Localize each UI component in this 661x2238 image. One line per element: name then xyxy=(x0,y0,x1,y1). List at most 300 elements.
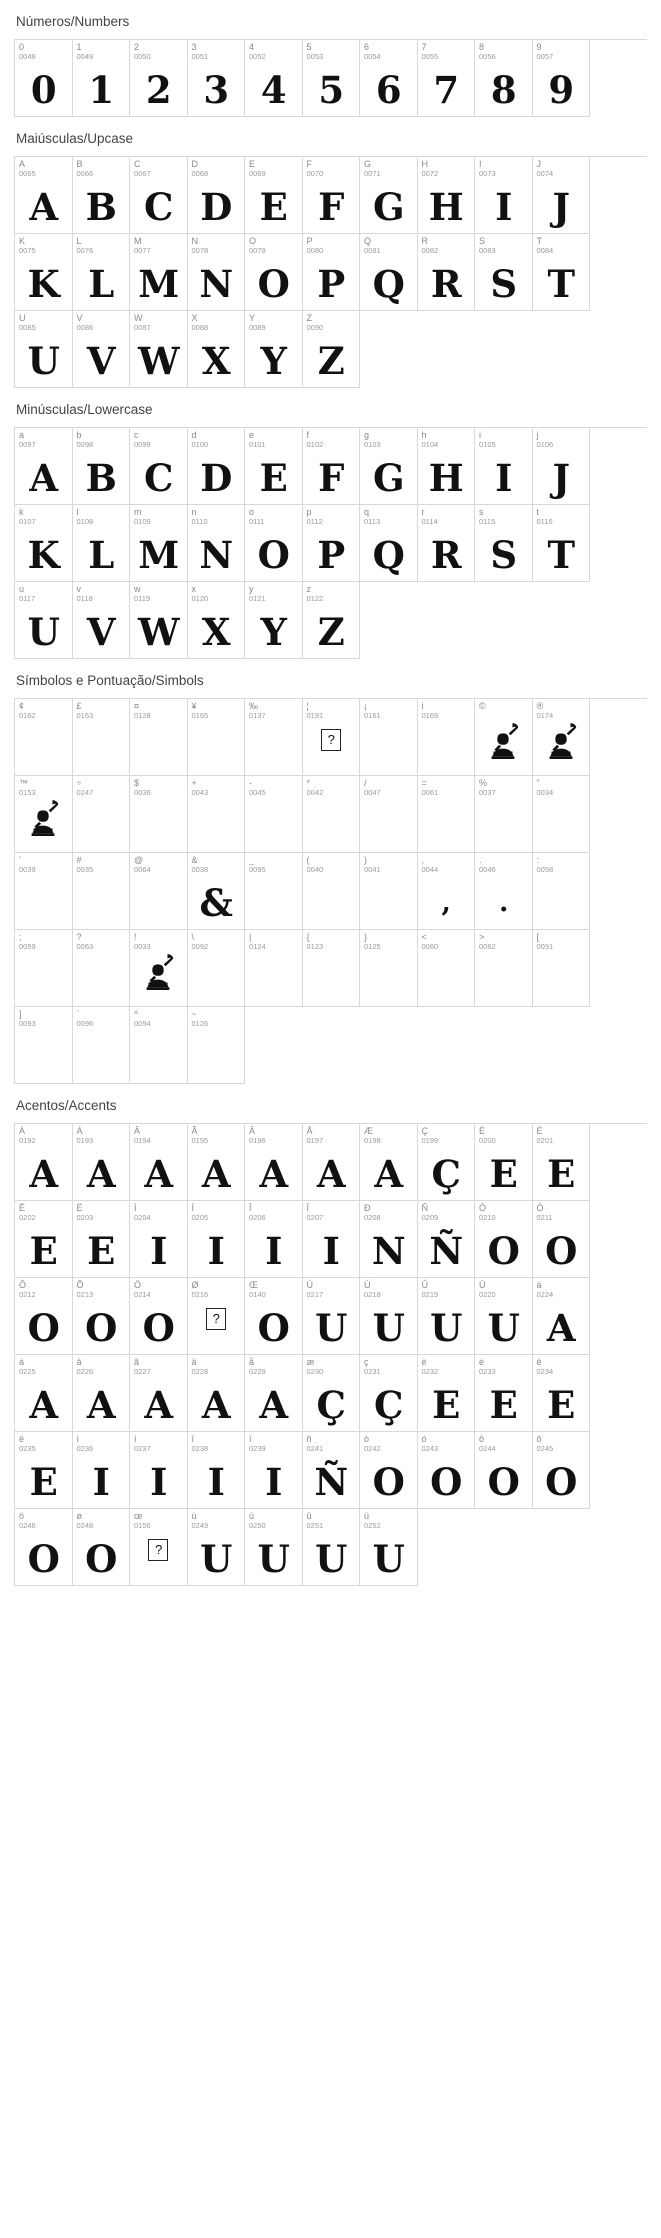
glyph-code-label: 0093 xyxy=(19,1019,36,1028)
glyph-code-label: 0102 xyxy=(306,440,324,449)
glyph-cell[interactable] xyxy=(245,1278,303,1355)
section-title: Minúsculas/Lowercase xyxy=(16,402,153,417)
glyph-char-label: , xyxy=(421,855,425,865)
glyph-cell[interactable] xyxy=(303,1432,361,1509)
glyph-render: A xyxy=(29,456,58,500)
glyph-cell[interactable] xyxy=(73,1007,131,1084)
glyph-cell[interactable] xyxy=(418,930,476,1007)
glyph-cell[interactable] xyxy=(303,1355,361,1432)
glyph-char-label: û xyxy=(306,1511,312,1521)
glyph-cell[interactable] xyxy=(188,1509,246,1586)
glyph-cell[interactable] xyxy=(73,1124,131,1201)
glyph-render: F xyxy=(318,185,344,229)
glyph-cell[interactable] xyxy=(188,1278,246,1355)
glyph-cell[interactable] xyxy=(15,1007,73,1084)
glyph-cell[interactable] xyxy=(15,1355,73,1432)
glyph-cell[interactable] xyxy=(73,40,131,117)
glyph-render: Y xyxy=(260,610,286,654)
glyph-render: A xyxy=(86,1383,115,1427)
glyph-cell[interactable] xyxy=(73,776,131,853)
glyph-code-label: 0162 xyxy=(19,711,36,720)
glyph-cell[interactable] xyxy=(303,157,361,234)
glyph-cell[interactable] xyxy=(188,699,246,776)
glyph-cell[interactable] xyxy=(130,1124,188,1201)
glyph-cell[interactable] xyxy=(130,505,188,582)
glyph-cell[interactable] xyxy=(73,582,131,659)
glyph-cell[interactable] xyxy=(303,234,361,311)
glyph-cell[interactable] xyxy=(130,1007,188,1084)
glyph-cell[interactable] xyxy=(245,853,303,930)
glyph-cell[interactable] xyxy=(130,311,188,388)
glyph-cell[interactable] xyxy=(130,1201,188,1278)
missing-glyph-box: ? xyxy=(148,1539,168,1561)
glyph-cell[interactable] xyxy=(533,853,591,930)
glyph-cell[interactable] xyxy=(73,699,131,776)
glyph-render: O xyxy=(85,1306,117,1350)
glyph-cell[interactable] xyxy=(418,853,476,930)
glyph-cell[interactable] xyxy=(15,234,73,311)
glyph-cell[interactable] xyxy=(533,1201,591,1278)
glyph-cell[interactable] xyxy=(475,776,533,853)
glyph-char-label: 6 xyxy=(364,42,370,52)
glyph-cell[interactable] xyxy=(245,1201,303,1278)
glyph-cell[interactable] xyxy=(188,157,246,234)
glyph-render: H xyxy=(428,456,463,500)
glyph-render: 7 xyxy=(433,68,459,112)
glyph-char-label: è xyxy=(421,1357,427,1367)
glyph-cell[interactable] xyxy=(130,1432,188,1509)
glyph-cell[interactable] xyxy=(533,157,591,234)
glyph-cell[interactable] xyxy=(188,1007,246,1084)
glyph-render: O xyxy=(545,1460,577,1504)
glyph-cell[interactable] xyxy=(188,776,246,853)
glyph-cell[interactable] xyxy=(418,234,476,311)
glyph-render: E xyxy=(259,456,287,500)
glyph-render: O xyxy=(142,1306,174,1350)
glyph-cell[interactable] xyxy=(188,505,246,582)
glyph-char-label: c xyxy=(134,430,139,440)
glyph-cell[interactable] xyxy=(303,505,361,582)
glyph-cell[interactable] xyxy=(15,428,73,505)
glyph-cell[interactable] xyxy=(15,505,73,582)
glyph-char-label: F xyxy=(306,159,312,169)
glyph-render: S xyxy=(490,262,517,306)
glyph-cell[interactable] xyxy=(303,582,361,659)
glyph-code-label: 0156 xyxy=(134,1521,151,1530)
glyph-code-label: 0200 xyxy=(479,1136,496,1145)
glyph-cell[interactable] xyxy=(418,1355,476,1432)
glyph-code-label: 0087 xyxy=(134,323,151,332)
glyph-cell[interactable] xyxy=(73,311,131,388)
glyph-cell[interactable] xyxy=(73,1509,131,1586)
glyph-code-label: 0088 xyxy=(191,323,209,332)
glyph-char-label: b xyxy=(76,430,82,440)
glyph-cell[interactable] xyxy=(303,699,361,776)
glyph-char-label: Í xyxy=(191,1203,195,1213)
glyph-cell[interactable] xyxy=(360,699,418,776)
glyph-code-label: 0049 xyxy=(76,52,94,61)
glyph-cell[interactable] xyxy=(245,582,303,659)
glyph-cell[interactable] xyxy=(360,1201,418,1278)
glyph-char-label: Ó xyxy=(536,1203,544,1213)
glyph-code-label: 0105 xyxy=(479,440,496,449)
glyph-cell[interactable] xyxy=(130,699,188,776)
glyph-cell[interactable] xyxy=(188,853,246,930)
glyph-cell[interactable] xyxy=(418,505,476,582)
glyph-code-label: 0074 xyxy=(536,169,554,178)
glyph-cell[interactable] xyxy=(15,699,73,776)
glyph-cell[interactable] xyxy=(360,853,418,930)
glyph-cell[interactable] xyxy=(475,1278,533,1355)
glyph-cell[interactable] xyxy=(418,1432,476,1509)
glyph-char-label: a xyxy=(19,430,25,440)
glyph-render: E xyxy=(489,1152,517,1196)
glyph-cell[interactable] xyxy=(130,1509,188,1586)
glyph-cell[interactable] xyxy=(418,699,476,776)
glyph-render: U xyxy=(487,1306,519,1350)
glyph-cell[interactable] xyxy=(533,428,591,505)
glyph-cell[interactable] xyxy=(533,776,591,853)
glyph-char-label: ü xyxy=(364,1511,370,1521)
glyph-render: E xyxy=(547,1383,575,1427)
glyph-cell[interactable] xyxy=(360,40,418,117)
glyph-cell[interactable] xyxy=(73,853,131,930)
glyph-cell[interactable] xyxy=(188,40,246,117)
glyph-cell[interactable] xyxy=(15,1509,73,1586)
glyph-cell[interactable] xyxy=(360,428,418,505)
glyph-code-label: 0047 xyxy=(364,788,381,797)
glyph-code-label: 0053 xyxy=(306,52,324,61)
glyph-char-label: : xyxy=(536,855,540,865)
glyph-char-label: ; xyxy=(19,932,22,942)
glyph-cell[interactable] xyxy=(533,1432,591,1509)
glyph-cell[interactable] xyxy=(303,40,361,117)
glyph-char-label: J xyxy=(536,159,541,169)
glyph-cell[interactable] xyxy=(303,1509,361,1586)
glyph-cell[interactable] xyxy=(303,1124,361,1201)
glyph-render: E xyxy=(489,1383,517,1427)
glyph-render: M xyxy=(138,533,179,577)
glyph-cell[interactable] xyxy=(73,1278,131,1355)
glyph-cell[interactable] xyxy=(188,582,246,659)
glyph-cell[interactable] xyxy=(188,1355,246,1432)
glyph-render: A xyxy=(29,1152,58,1196)
glyph-cell[interactable] xyxy=(245,699,303,776)
glyph-cell[interactable] xyxy=(130,930,188,1007)
glyph-code-label: 0165 xyxy=(191,711,209,720)
glyph-cell[interactable] xyxy=(73,1355,131,1432)
glyph-render: P xyxy=(317,533,345,577)
glyph-char-label: } xyxy=(364,932,368,942)
glyph-code-label: 0243 xyxy=(421,1444,439,1453)
glyph-char-label: / xyxy=(364,778,367,788)
glyph-render: K xyxy=(27,533,59,577)
glyph-cell[interactable] xyxy=(475,40,533,117)
glyph-cell[interactable] xyxy=(130,157,188,234)
glyph-cell[interactable] xyxy=(15,1201,73,1278)
ornament-figure-icon xyxy=(24,797,62,839)
glyph-code-label: 0064 xyxy=(134,865,151,874)
glyph-cell[interactable] xyxy=(418,428,476,505)
glyph-cell[interactable] xyxy=(15,930,73,1007)
glyph-cell[interactable] xyxy=(130,776,188,853)
glyph-cell[interactable] xyxy=(303,776,361,853)
glyph-cell[interactable] xyxy=(73,1432,131,1509)
glyph-cell[interactable] xyxy=(303,853,361,930)
glyph-char-label: \ xyxy=(191,932,195,942)
glyph-code-label: 0097 xyxy=(19,440,36,449)
glyph-code-label: 0040 xyxy=(306,865,324,874)
glyph-code-label: 0241 xyxy=(306,1444,324,1453)
glyph-code-label: 0051 xyxy=(191,52,209,61)
glyph-code-label: 0210 xyxy=(479,1213,496,1222)
glyph-render: 4 xyxy=(260,68,286,112)
glyph-cell[interactable] xyxy=(73,505,131,582)
glyph-render: X xyxy=(201,610,230,654)
glyph-char-label: ® xyxy=(536,701,544,711)
glyph-cell[interactable] xyxy=(303,930,361,1007)
glyph-cell[interactable] xyxy=(533,1355,591,1432)
glyph-cell[interactable] xyxy=(15,40,73,117)
glyph-code-label: 0056 xyxy=(479,52,496,61)
glyph-render: U xyxy=(372,1306,404,1350)
glyph-cell[interactable] xyxy=(418,1278,476,1355)
glyph-cell[interactable] xyxy=(130,40,188,117)
glyph-char-label: ö xyxy=(19,1511,25,1521)
glyph-code-label: 0211 xyxy=(536,1213,553,1222)
glyph-cell[interactable] xyxy=(245,930,303,1007)
glyph-char-label: Ù xyxy=(306,1280,313,1290)
glyph-cell[interactable] xyxy=(533,234,591,311)
glyph-cell[interactable] xyxy=(130,234,188,311)
glyph-render: D xyxy=(200,185,232,229)
glyph-render: I xyxy=(265,1460,282,1504)
glyph-code-label: 0237 xyxy=(134,1444,151,1453)
glyph-cell[interactable] xyxy=(360,1124,418,1201)
glyph-cell[interactable] xyxy=(533,505,591,582)
glyph-render: U xyxy=(430,1306,462,1350)
glyph-cell[interactable] xyxy=(533,1124,591,1201)
glyph-code-label: 0217 xyxy=(306,1290,324,1299)
glyph-char-label: ë xyxy=(19,1434,25,1444)
glyph-cell[interactable] xyxy=(15,311,73,388)
glyph-code-label: 0115 xyxy=(479,517,496,526)
glyph-cell[interactable] xyxy=(130,428,188,505)
glyph-char-label: p xyxy=(306,507,312,517)
glyph-char-label: ï xyxy=(249,1434,252,1444)
glyph-char-label: ù xyxy=(191,1511,197,1521)
section-title: Acentos/Accents xyxy=(16,1098,117,1113)
glyph-cell[interactable] xyxy=(475,1201,533,1278)
glyph-render: A xyxy=(86,1152,115,1196)
glyph-cell[interactable] xyxy=(360,157,418,234)
glyph-code-label: 0046 xyxy=(479,865,496,874)
glyph-char-label: { xyxy=(306,932,310,942)
glyph-cell[interactable] xyxy=(15,582,73,659)
glyph-code-label: 0052 xyxy=(249,52,266,61)
glyph-char-label: m xyxy=(134,507,142,517)
glyph-cell[interactable] xyxy=(303,311,361,388)
glyph-char-label: D xyxy=(191,159,198,169)
glyph-code-label: 0216 xyxy=(191,1290,209,1299)
glyph-cell[interactable] xyxy=(533,930,591,1007)
glyph-char-label: í xyxy=(134,1434,137,1444)
glyph-char-label: < xyxy=(421,932,427,942)
glyph-cell[interactable] xyxy=(475,234,533,311)
glyph-code-label: 0073 xyxy=(479,169,496,178)
glyph-char-label: $ xyxy=(134,778,140,788)
glyph-char-label: ! xyxy=(134,932,137,942)
glyph-char-label: ' xyxy=(19,855,21,865)
glyph-cell[interactable] xyxy=(73,930,131,1007)
glyph-cell[interactable] xyxy=(188,311,246,388)
glyph-cell[interactable] xyxy=(15,776,73,853)
glyph-code-label: 0251 xyxy=(306,1521,324,1530)
glyph-cell[interactable] xyxy=(303,1278,361,1355)
glyph-cell[interactable] xyxy=(73,1201,131,1278)
glyph-cell[interactable] xyxy=(475,1432,533,1509)
glyph-cell[interactable] xyxy=(130,582,188,659)
glyph-cell[interactable] xyxy=(130,853,188,930)
glyph-code-label: 0059 xyxy=(19,942,36,951)
glyph-code-label: 0220 xyxy=(479,1290,496,1299)
glyph-char-label: d xyxy=(191,430,197,440)
glyph-cell[interactable] xyxy=(418,1124,476,1201)
glyph-code-label: 0207 xyxy=(306,1213,324,1222)
glyph-code-label: 0244 xyxy=(479,1444,496,1453)
glyph-char-label: ] xyxy=(19,1009,22,1019)
glyph-char-label: h xyxy=(421,430,427,440)
glyph-cell[interactable] xyxy=(533,1278,591,1355)
glyph-cell[interactable] xyxy=(475,930,533,1007)
glyph-cell[interactable] xyxy=(360,1432,418,1509)
glyph-char-label: Ü xyxy=(479,1280,486,1290)
glyph-code-label: 0213 xyxy=(76,1290,94,1299)
glyph-render: J xyxy=(552,185,569,229)
glyph-code-label: 0038 xyxy=(191,865,209,874)
glyph-cell[interactable] xyxy=(245,505,303,582)
glyph-char-label: Ñ xyxy=(421,1203,428,1213)
glyph-render: B xyxy=(85,456,116,500)
glyph-cell[interactable] xyxy=(418,776,476,853)
glyph-cell[interactable] xyxy=(15,1124,73,1201)
glyph-cell[interactable] xyxy=(533,40,591,117)
glyph-cell[interactable] xyxy=(188,930,246,1007)
glyph-cell[interactable] xyxy=(73,234,131,311)
glyph-cell[interactable] xyxy=(15,1432,73,1509)
glyph-cell[interactable] xyxy=(245,311,303,388)
glyph-cell[interactable] xyxy=(15,853,73,930)
glyph-cell[interactable] xyxy=(533,699,591,776)
glyph-cell[interactable] xyxy=(245,40,303,117)
glyph-cell[interactable] xyxy=(418,1201,476,1278)
glyph-cell[interactable] xyxy=(475,428,533,505)
glyph-code-label: 0055 xyxy=(421,52,439,61)
glyph-render: 2 xyxy=(145,68,171,112)
glyph-char-label: â xyxy=(76,1357,82,1367)
glyph-char-label: Y xyxy=(249,313,256,323)
glyph-cell[interactable] xyxy=(475,699,533,776)
glyph-code-label: 0128 xyxy=(134,711,151,720)
glyph-cell[interactable] xyxy=(245,1509,303,1586)
glyph-code-label: 0113 xyxy=(364,517,381,526)
glyph-code-label: 0235 xyxy=(19,1444,36,1453)
glyph-cell[interactable] xyxy=(475,505,533,582)
glyph-char-label: æ xyxy=(306,1357,315,1367)
glyph-cell[interactable] xyxy=(245,1355,303,1432)
glyph-cell[interactable] xyxy=(245,428,303,505)
glyph-cell[interactable] xyxy=(360,1278,418,1355)
glyph-char-label: Ê xyxy=(19,1203,26,1213)
glyph-cell[interactable] xyxy=(73,428,131,505)
glyph-render: O xyxy=(372,1460,404,1504)
glyph-cell[interactable] xyxy=(73,157,131,234)
glyph-code-label: 0062 xyxy=(479,942,496,951)
glyph-cell[interactable] xyxy=(475,1124,533,1201)
glyph-cell[interactable] xyxy=(130,1278,188,1355)
glyph-cell[interactable] xyxy=(360,1355,418,1432)
glyph-cell[interactable] xyxy=(418,157,476,234)
glyph-cell[interactable] xyxy=(188,1124,246,1201)
glyph-cell[interactable] xyxy=(15,157,73,234)
glyph-cell[interactable] xyxy=(360,776,418,853)
glyph-code-label: 0096 xyxy=(76,1019,94,1028)
glyph-code-label: 0085 xyxy=(19,323,36,332)
glyph-render: A xyxy=(201,1383,230,1427)
glyph-cell[interactable] xyxy=(418,40,476,117)
glyph-char-label: V xyxy=(76,313,83,323)
glyph-cell[interactable] xyxy=(360,930,418,1007)
glyph-cell[interactable] xyxy=(245,776,303,853)
glyph-render: C xyxy=(144,185,173,229)
glyph-cell[interactable] xyxy=(475,853,533,930)
glyph-cell[interactable] xyxy=(188,1201,246,1278)
glyph-render: Z xyxy=(317,610,344,654)
glyph-char-label: ¤ xyxy=(134,701,140,711)
glyph-cell[interactable] xyxy=(188,428,246,505)
glyph-cell[interactable] xyxy=(303,1201,361,1278)
glyph-cell[interactable] xyxy=(360,234,418,311)
glyph-render xyxy=(303,717,360,761)
glyph-code-label: 0033 xyxy=(134,942,151,951)
glyph-cell[interactable] xyxy=(475,157,533,234)
glyph-char-label: P xyxy=(306,236,313,246)
glyph-code-label: 0123 xyxy=(306,942,324,951)
glyph-char-label: ) xyxy=(364,855,367,865)
glyph-cell[interactable] xyxy=(130,1355,188,1432)
glyph-cell[interactable] xyxy=(15,1278,73,1355)
glyph-render: I xyxy=(150,1460,167,1504)
glyph-cell[interactable] xyxy=(188,1432,246,1509)
glyph-code-label: 0249 xyxy=(191,1521,209,1530)
glyph-char-label: . xyxy=(479,855,482,865)
glyph-render: E xyxy=(259,185,287,229)
glyph-cell[interactable] xyxy=(245,1432,303,1509)
glyph-char-label: ¡ xyxy=(364,701,367,711)
glyph-char-label: î xyxy=(191,1434,195,1444)
glyph-cell[interactable] xyxy=(245,157,303,234)
glyph-char-label: ~ xyxy=(191,1009,197,1019)
glyph-cell[interactable] xyxy=(245,234,303,311)
glyph-cell[interactable] xyxy=(245,1124,303,1201)
glyph-cell[interactable] xyxy=(360,505,418,582)
glyph-cell[interactable] xyxy=(360,1509,418,1586)
glyph-cell[interactable] xyxy=(475,1355,533,1432)
glyph-render: . xyxy=(499,887,508,918)
glyph-cell[interactable] xyxy=(188,234,246,311)
glyph-render: Ñ xyxy=(314,1460,348,1504)
glyph-cell[interactable] xyxy=(303,428,361,505)
